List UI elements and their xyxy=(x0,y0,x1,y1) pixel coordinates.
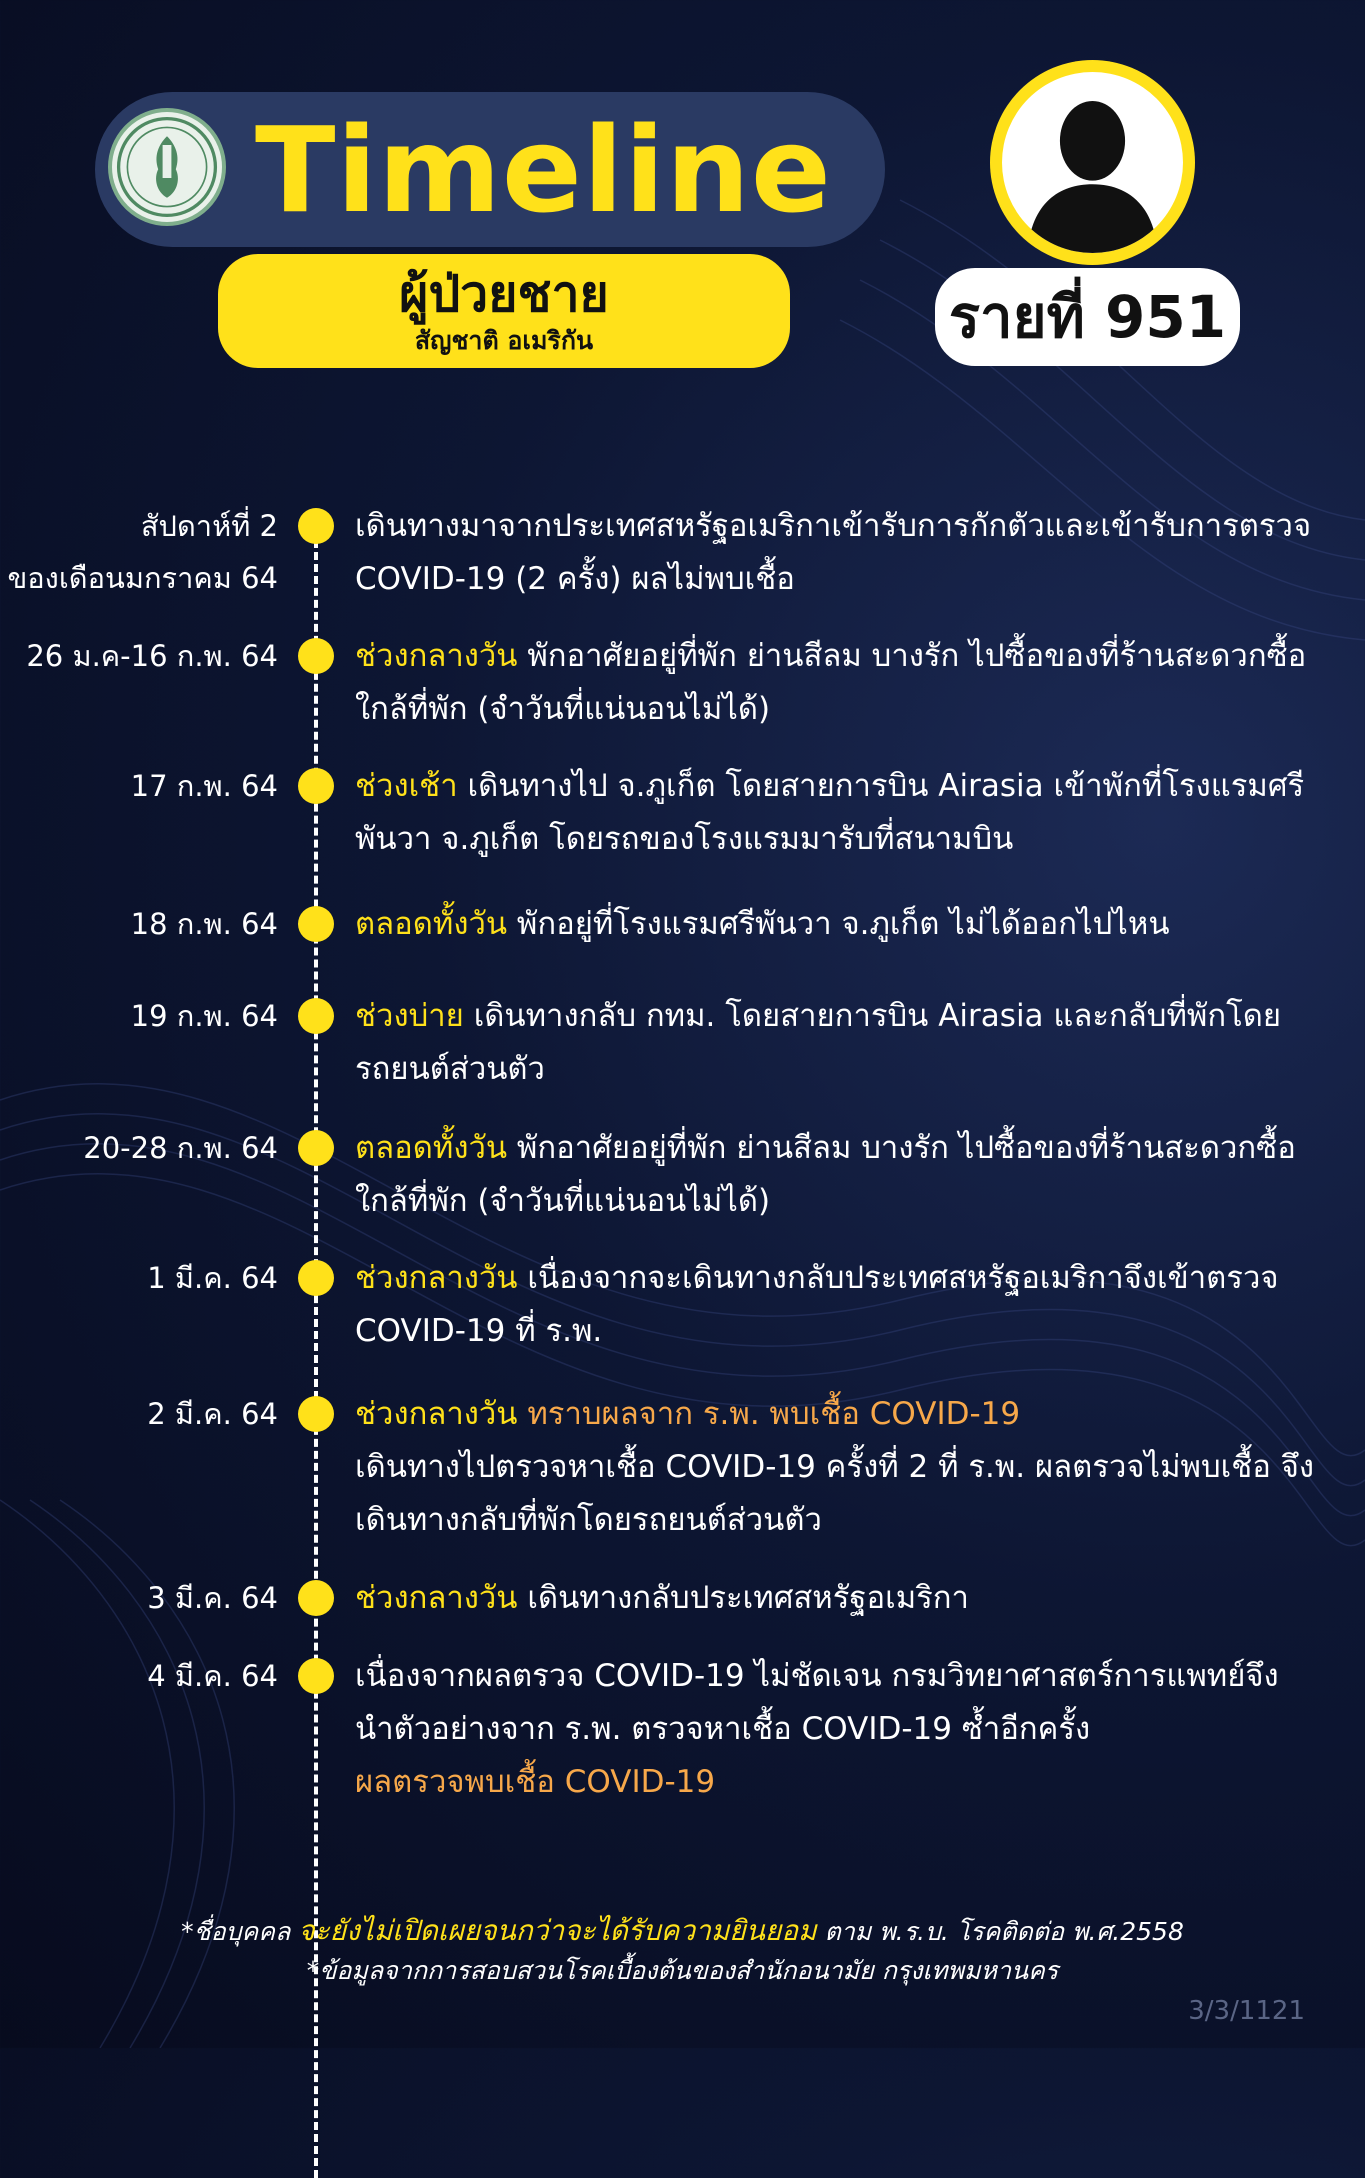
case-number-badge: รายที่ 951 xyxy=(935,268,1240,366)
entry-description: ช่วงกลางวัน ทราบผลจาก ร.พ. พบเชื้อ COVID-19 เดินทางไปตรวจหาเชื้อ COVID-19 ครั้งที่ 2 ที่ ร.พ. ผลตรวจไม่พบเชื้อ จึงเดินทางกลับที่พักโดยรถยนต์ส่วนตัว xyxy=(355,1396,1315,1538)
avatar xyxy=(990,60,1195,265)
entry-description: ช่วงกลางวัน เนื่องจากจะเดินทางกลับประเทศสหรัฐอเมริกาจึงเข้าตรวจ COVID-19 ที่ ร.พ. xyxy=(355,1260,1279,1349)
entry-date: สัปดาห์ที่ 2 ของเดือนมกราคม 64 xyxy=(7,509,278,595)
entry-description: เดินทางมาจากประเทศสหรัฐอเมริกาเข้ารับการกักตัวและเข้ารับการตรวจ COVID-19 (2 ครั้ง) ผลไม่พบเชื้อ xyxy=(355,508,1312,597)
bangkok-seal-icon xyxy=(108,108,226,226)
entry-date: 3 มี.ค. 64 xyxy=(147,1581,278,1615)
entry-date: 4 มี.ค. 64 xyxy=(147,1659,278,1693)
patient-info-badge xyxy=(218,254,790,368)
entry-date: 19 ก.พ. 64 xyxy=(130,999,278,1033)
nationality-label: สัญชาติ อเมริกัน xyxy=(414,326,594,355)
privacy-note: *ชื่อบุคคล จะยังไม่เปิดเผยจนกว่าจะได้รับความยินยอม ตาม พ.ร.บ. โรคติดต่อ พ.ศ.2558 xyxy=(181,1914,1184,1947)
entry-date: 1 มี.ค. 64 xyxy=(147,1261,278,1295)
entry-description: ช่วงกลางวัน เดินทางกลับประเทศสหรัฐอเมริกา xyxy=(355,1580,969,1616)
timeline-dot xyxy=(298,1396,334,1432)
entry-date: 2 มี.ค. 64 xyxy=(147,1397,278,1431)
source-note: *ข้อมูลจากการสอบสวนโรคเบื้องต้นของสำนักอนามัย กรุงเทพมหานคร xyxy=(306,1956,1059,1985)
timeline-dot xyxy=(298,1580,334,1616)
person-silhouette-icon xyxy=(1002,72,1183,253)
entry-description: ช่วงกลางวัน พักอาศัยอยู่ที่พัก ย่านสีลม บางรัก ไปซื้อของที่ร้านสะดวกซื้อใกล้ที่พัก (จำวันที่แน่นอนไม่ได้) xyxy=(355,638,1307,727)
timeline-dot xyxy=(298,1658,334,1694)
timeline-dot xyxy=(298,508,334,544)
timeline-dot xyxy=(298,1130,334,1166)
timeline-dot xyxy=(298,998,334,1034)
timeline-dot xyxy=(298,638,334,674)
entry-description: ตลอดทั้งวัน พักอาศัยอยู่ที่พัก ย่านสีลม บางรัก ไปซื้อของที่ร้านสะดวกซื้อใกล้ที่พัก (จำวันที่แน่นอนไม่ได้) xyxy=(355,1130,1296,1219)
entry-description: ช่วงบ่าย เดินทางกลับ กทม. โดยสายการบิน Airasia และกลับที่พักโดยรถยนต์ส่วนตัว xyxy=(355,998,1282,1087)
timeline-dot xyxy=(298,1260,334,1296)
entry-description: เนื่องจากผลตรวจ COVID-19 ไม่ชัดเจน กรมวิทยาศาสตร์การแพทย์จึงนำตัวอย่างจาก ร.พ. ตรวจหาเชื้อ COVID-19 ซ้ำอีกครั้ง ผลตรวจพบเชื้อ COVID-19 xyxy=(355,1658,1279,1800)
entry-description: ช่วงเช้า เดินทางไป จ.ภูเก็ต โดยสายการบิน Airasia เข้าพักที่โรงแรมศรีพันวา จ.ภูเก็ต โดยรถของโรงแรมมารับที่สนามบิน xyxy=(355,768,1305,857)
page-title: Timeline xyxy=(255,101,832,239)
entry-date: 20-28 ก.พ. 64 xyxy=(83,1131,278,1165)
timeline-dot xyxy=(298,768,334,804)
entry-description: ตลอดทั้งวัน พักอยู่ที่โรงแรมศรีพันวา จ.ภูเก็ต ไม่ได้ออกไปไหน xyxy=(355,906,1170,942)
entry-date: 26 ม.ค-16 ก.พ. 64 xyxy=(26,639,278,673)
patient-label: ผู้ป่วยชาย xyxy=(399,265,609,323)
timeline-dot xyxy=(298,906,334,942)
timeline xyxy=(0,500,1365,1820)
entry-date: 18 ก.พ. 64 xyxy=(130,907,278,941)
entry-date: 17 ก.พ. 64 xyxy=(130,769,278,803)
date-stamp: 3/3/1121 xyxy=(1188,1996,1305,2026)
